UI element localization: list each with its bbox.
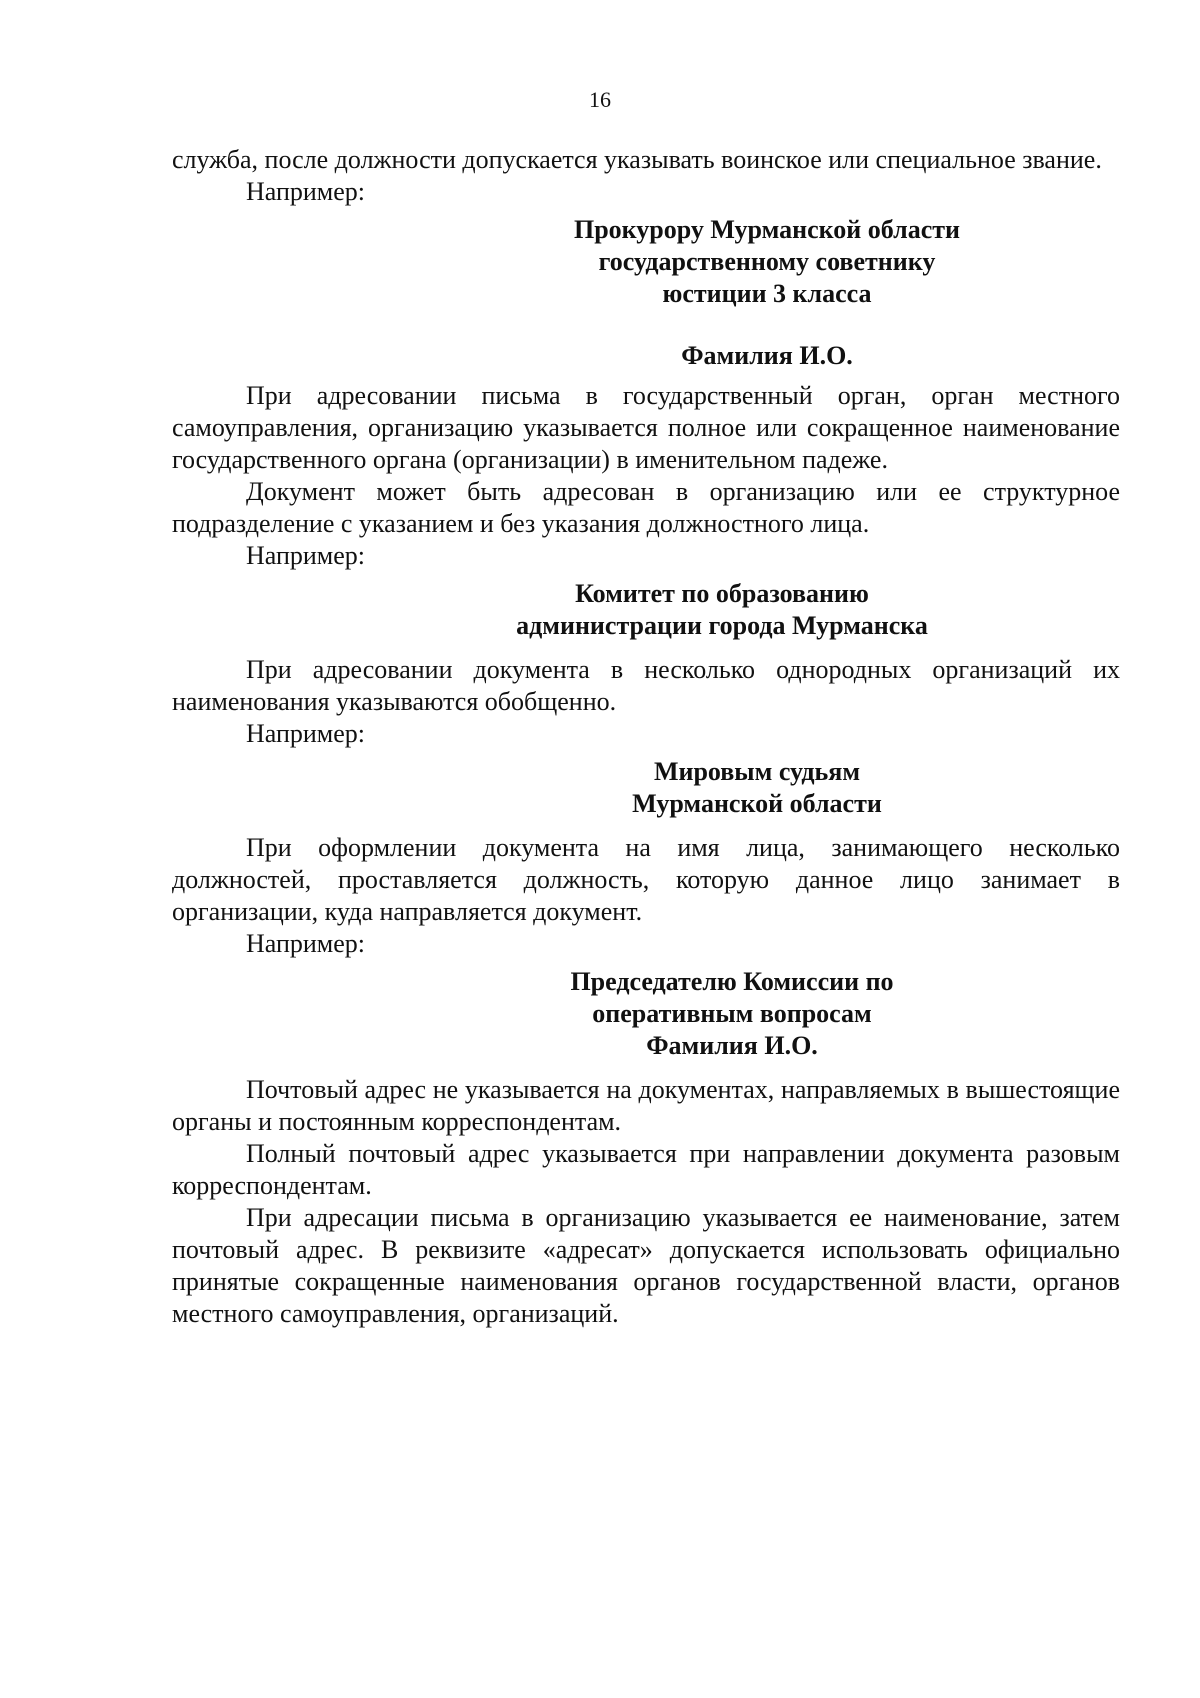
addressee-line: юстиции 3 класса [662, 279, 872, 308]
intro-paragraph: служба, после должности допускается указывать воинское или специальное звание. [172, 145, 1102, 174]
addressee-example-4 [532, 966, 932, 1062]
addressee-example-1-name [532, 340, 1002, 372]
paragraph-1: При адресовании письма в государственный орган, орган местного самоуправления, организацию указывается полное или сокращенное наименование государственного органа (организации) в именительном падеже. [172, 381, 1120, 474]
paragraph-6: Полный почтовый адрес указывается при направлении документа разовым корреспондентам. [172, 1139, 1120, 1200]
addressee-line: администрации города Мурманска [516, 611, 928, 640]
addressee-line: Председателю Комиссии по [570, 967, 894, 996]
addressee-line: Прокурору Мурманской области [573, 215, 961, 244]
example-label-3: Например: [246, 719, 366, 748]
paragraph-4: При оформлении документа на имя лица, занимающего несколько должностей, проставляется должность, которую данное лицо занимает в организации, куда направляется документ. [172, 833, 1120, 926]
addressee-line: оперативным вопросам [592, 999, 872, 1028]
addressee-line: Фамилия И.О. [646, 1031, 818, 1060]
paragraph-2: Документ может быть адресован в организацию или ее структурное подразделение с указанием и без указания должностного лица. [172, 477, 1120, 538]
document-body [172, 144, 1120, 1330]
addressee-line: Мурманской области [632, 789, 882, 818]
addressee-example-1 [532, 214, 1002, 310]
page-number: 16 [589, 87, 611, 112]
addressee-line: государственному советнику [598, 247, 936, 276]
addressee-line: Мировым судьям [653, 757, 861, 786]
addressee-example-3 [602, 756, 912, 820]
paragraph-7: При адресации письма в организацию указывается ее наименование, затем почтовый адрес. В реквизите «адресат» допускается использовать официально принятые сокращенные наименования органов государственной власти, органов местного самоуправления, организаций. [172, 1203, 1120, 1328]
addressee-name: Фамилия И.О. [681, 341, 853, 370]
example-label-1: Например: [246, 177, 366, 206]
paragraph-5: Почтовый адрес не указывается на документах, направляемых в вышестоящие органы и постоянным корреспондентам. [172, 1075, 1120, 1136]
example-label-4: Например: [246, 929, 366, 958]
addressee-example-2 [502, 578, 942, 642]
paragraph-3: При адресовании документа в несколько однородных организаций их наименования указываются обобщенно. [172, 655, 1120, 716]
addressee-line: Комитет по образованию [575, 579, 869, 608]
example-label-2: Например: [246, 541, 366, 570]
